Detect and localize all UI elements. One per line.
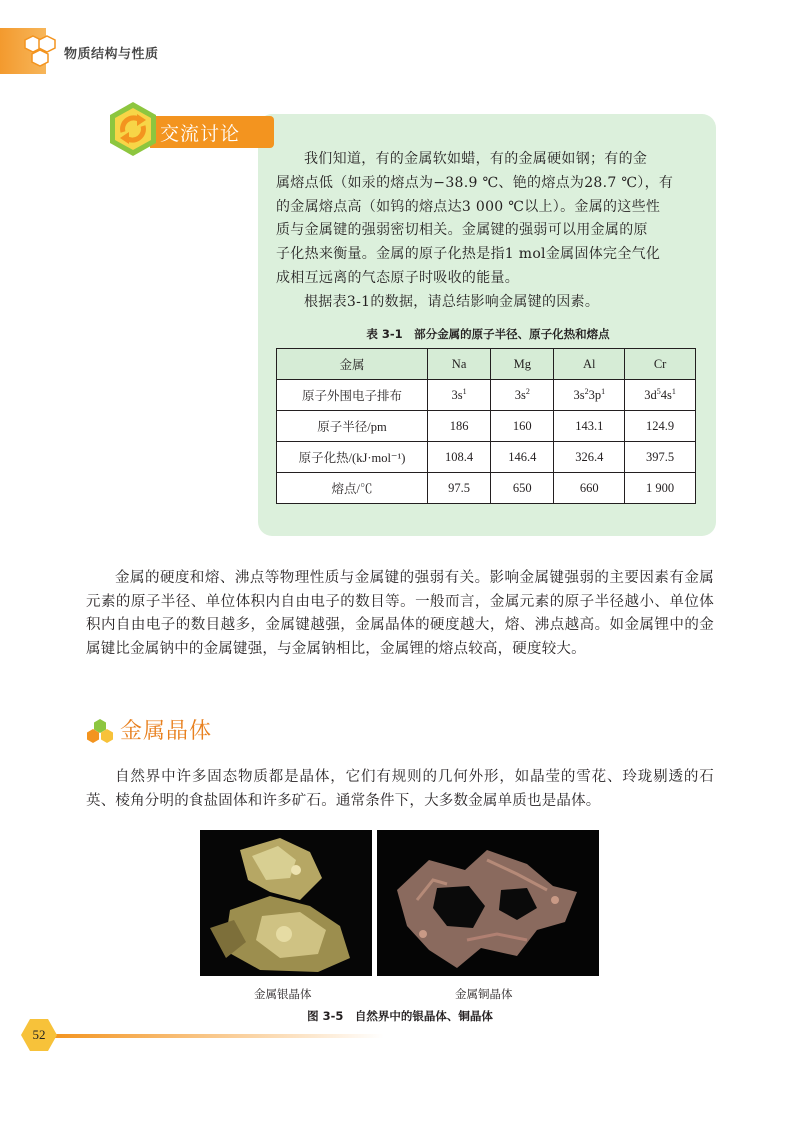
table-cell: 143.1 (554, 411, 625, 442)
discussion-line: 成相互远离的气态原子时吸收的能量。 (276, 269, 520, 286)
discussion-line: 我们知道，有的金属软如蜡，有的金属硬如钢；有的金 (304, 151, 648, 167)
running-header-title: 物质结构与性质 (64, 47, 159, 62)
table-cell: 650 (491, 473, 554, 504)
table-caption: 表 3-1 部分金属的原子半径、原子化热和熔点 (366, 327, 610, 341)
table-cell: 1 900 (625, 473, 696, 504)
table-cell: 326.4 (554, 442, 625, 473)
table-cell: 397.5 (625, 442, 696, 473)
table-cell: 146.4 (491, 442, 554, 473)
table-row (277, 380, 696, 411)
row-label: 熔点/℃ (277, 473, 428, 504)
discussion-line: 的金属熔点高（如钨的熔点达3 000 ℃以上）。金属的这些性 (276, 198, 661, 215)
silver-crystal-photo (200, 830, 372, 976)
table-row (277, 442, 696, 473)
hexagon-cluster-icon (85, 718, 115, 744)
hexagon-cluster-icon (22, 34, 66, 74)
refresh-arrows-icon (104, 100, 162, 158)
table-cell: 108.4 (428, 442, 491, 473)
table-header-cell: Na (428, 349, 491, 380)
table-cell: $3s^2$ (491, 380, 554, 411)
table-header-cell: Al (554, 349, 625, 380)
section-title: 金属晶体 (120, 719, 213, 744)
body-paragraph: 自然界中许多固态物质都是晶体，它们有规则的几何外形，如晶莹的雪花、玲珑剔透的石英、棱角分明的食盐固体和许多矿石。通常条件下，大多数金属单质也是晶体。 (86, 769, 714, 809)
table-cell: 160 (491, 411, 554, 442)
row-label: 原子外围电子排布 (277, 380, 428, 411)
silver-photo-caption: 金属银晶体 (254, 987, 312, 1001)
table-header-cell: Mg (491, 349, 554, 380)
table-header-cell: Cr (625, 349, 696, 380)
body-paragraph: 金属的硬度和熔、沸点等物理性质与金属键的强弱有关。影响金属键强弱的主要因素有金属元素的原子半径、单位体积内自由电子的数目等。一般而言，金属元素的原子半径越小、单位体积内自由电子的数目越多，金属键越强，金属晶体的硬度越大，熔、沸点越高。如金属锂中的金属键比金属钠中的金属键强，与金属钠相比，金属锂的熔点较高，硬度较大。 (86, 570, 714, 657)
table-cell: 124.9 (625, 411, 696, 442)
page-number: 52 (32, 1027, 46, 1042)
metal-properties-table (276, 348, 696, 504)
discussion-label: 交流讨论 (160, 123, 241, 145)
row-label: 原子化热/(kJ·mol⁻¹) (277, 442, 428, 473)
discussion-prompt: 根据表3-1的数据，请总结影响金属键的因素。 (304, 293, 600, 310)
copper-photo-caption: 金属铜晶体 (455, 987, 513, 1001)
row-label: 原子半径/pm (277, 411, 428, 442)
table-cell: 660 (554, 473, 625, 504)
discussion-line: 质与金属键的强弱密切相关。金属键的强弱可以用金属的原 (276, 222, 648, 239)
copper-crystal-photo (377, 830, 599, 976)
page-footer-rule (54, 1034, 384, 1038)
table-header-label: 金属 (277, 349, 428, 380)
discussion-text (276, 148, 700, 315)
discussion-line: 子化热来衡量。金属的原子化热是指1 mol金属固体完全气化 (276, 246, 661, 263)
table-cell: $3s^23p^1$ (554, 380, 625, 411)
table-cell: 97.5 (428, 473, 491, 504)
table-cell: 186 (428, 411, 491, 442)
figure-caption: 图 3-5 自然界中的银晶体、铜晶体 (307, 1009, 493, 1023)
discussion-line: 属熔点低（如汞的熔点为−38.9 ℃、铯的熔点为28.7 ℃），有 (276, 174, 674, 191)
table-row (277, 411, 696, 442)
table-cell: $3s^1$ (428, 380, 491, 411)
table-cell: $3d^54s^1$ (625, 380, 696, 411)
table-header-row (277, 349, 696, 380)
table-row (277, 473, 696, 504)
